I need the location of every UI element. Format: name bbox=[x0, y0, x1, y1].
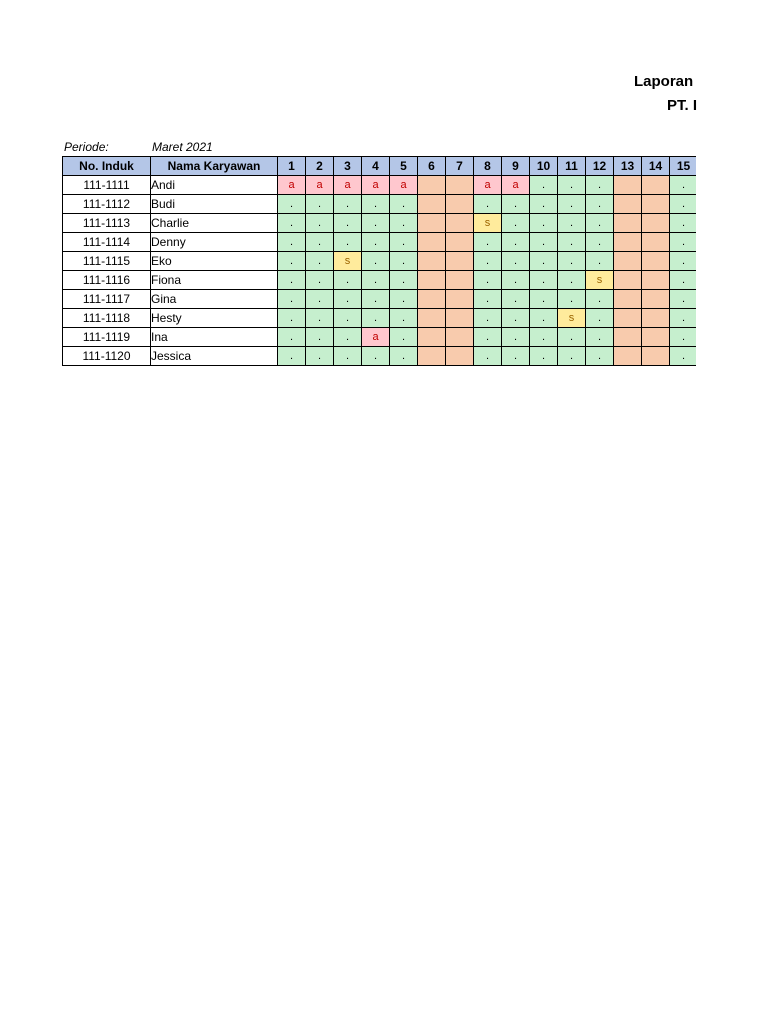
employee-name-cell[interactable]: Hesty bbox=[151, 309, 278, 328]
attendance-cell-day-7[interactable] bbox=[446, 195, 474, 214]
col-header-day[interactable]: 6 bbox=[418, 157, 446, 176]
employee-id-cell[interactable]: 111-1114 bbox=[63, 233, 151, 252]
attendance-cell-day-1[interactable]: . bbox=[278, 233, 306, 252]
table-row bbox=[63, 195, 697, 214]
company-name: PT. I bbox=[667, 97, 698, 114]
col-header-day[interactable]: 12 bbox=[586, 157, 614, 176]
attendance-cell-day-1[interactable]: . bbox=[278, 309, 306, 328]
col-header-day[interactable]: 14 bbox=[642, 157, 670, 176]
attendance-cell-day-11[interactable]: . bbox=[558, 252, 586, 271]
employee-id-cell[interactable]: 111-1115 bbox=[63, 252, 151, 271]
attendance-cell-day-13[interactable] bbox=[614, 252, 642, 271]
attendance-cell-day-12[interactable]: . bbox=[586, 347, 614, 366]
employee-id-cell[interactable]: 111-1113 bbox=[63, 214, 151, 233]
col-header-day[interactable]: 10 bbox=[530, 157, 558, 176]
header-row bbox=[63, 157, 697, 176]
attendance-cell-day-2[interactable]: . bbox=[306, 309, 334, 328]
employee-id-cell[interactable]: 111-1111 bbox=[63, 176, 151, 195]
attendance-cell-day-6[interactable] bbox=[418, 290, 446, 309]
attendance-cell-day-12[interactable]: . bbox=[586, 195, 614, 214]
table-row bbox=[63, 176, 697, 195]
attendance-cell-day-7[interactable] bbox=[446, 233, 474, 252]
attendance-cell-day-6[interactable] bbox=[418, 271, 446, 290]
attendance-cell-day-10[interactable]: . bbox=[530, 176, 558, 195]
attendance-cell-day-9[interactable]: . bbox=[502, 271, 530, 290]
attendance-cell-day-3[interactable]: a bbox=[334, 176, 362, 195]
attendance-cell-day-1[interactable]: . bbox=[278, 347, 306, 366]
attendance-cell-day-3[interactable]: . bbox=[334, 328, 362, 347]
col-header[interactable]: No. Induk bbox=[63, 157, 151, 176]
report-title: Laporan bbox=[634, 73, 694, 90]
attendance-cell-day-9[interactable]: . bbox=[502, 233, 530, 252]
attendance-cell-day-12[interactable]: . bbox=[586, 233, 614, 252]
attendance-cell-day-11[interactable]: s bbox=[558, 309, 586, 328]
attendance-cell-day-3[interactable]: . bbox=[334, 214, 362, 233]
attendance-cell-day-13[interactable] bbox=[614, 214, 642, 233]
employee-id-cell[interactable]: 111-1119 bbox=[63, 328, 151, 347]
attendance-cell-day-9[interactable]: . bbox=[502, 290, 530, 309]
attendance-cell-day-5[interactable]: . bbox=[390, 252, 418, 271]
attendance-cell-day-10[interactable]: . bbox=[530, 195, 558, 214]
attendance-cell-day-12[interactable]: . bbox=[586, 214, 614, 233]
attendance-cell-day-10[interactable]: . bbox=[530, 214, 558, 233]
attendance-cell-day-4[interactable]: . bbox=[362, 271, 390, 290]
attendance-cell-day-7[interactable] bbox=[446, 214, 474, 233]
attendance-cell-day-8[interactable]: . bbox=[474, 233, 502, 252]
attendance-cell-day-4[interactable]: . bbox=[362, 195, 390, 214]
attendance-cell-day-3[interactable]: . bbox=[334, 271, 362, 290]
attendance-cell-day-15[interactable]: . bbox=[670, 347, 697, 366]
attendance-cell-day-15[interactable]: . bbox=[670, 195, 697, 214]
attendance-cell-day-4[interactable]: . bbox=[362, 290, 390, 309]
attendance-cell-day-5[interactable]: . bbox=[390, 309, 418, 328]
attendance-table-area bbox=[62, 156, 696, 372]
attendance-cell-day-10[interactable]: . bbox=[530, 252, 558, 271]
attendance-cell-day-15[interactable]: . bbox=[670, 233, 697, 252]
attendance-cell-day-4[interactable]: a bbox=[362, 328, 390, 347]
attendance-cell-day-6[interactable] bbox=[418, 233, 446, 252]
attendance-cell-day-6[interactable] bbox=[418, 309, 446, 328]
attendance-cell-day-12[interactable]: . bbox=[586, 290, 614, 309]
attendance-table bbox=[62, 156, 696, 366]
attendance-cell-day-14[interactable] bbox=[642, 195, 670, 214]
attendance-cell-day-1[interactable]: . bbox=[278, 252, 306, 271]
attendance-cell-day-11[interactable]: . bbox=[558, 214, 586, 233]
attendance-cell-day-11[interactable]: . bbox=[558, 271, 586, 290]
attendance-cell-day-5[interactable]: . bbox=[390, 233, 418, 252]
attendance-cell-day-2[interactable]: a bbox=[306, 176, 334, 195]
attendance-cell-day-2[interactable]: . bbox=[306, 290, 334, 309]
attendance-cell-day-2[interactable]: . bbox=[306, 233, 334, 252]
attendance-cell-day-11[interactable]: . bbox=[558, 290, 586, 309]
employee-name-cell[interactable]: Jessica bbox=[151, 347, 278, 366]
employee-name-cell[interactable]: Budi bbox=[151, 195, 278, 214]
attendance-cell-day-15[interactable]: . bbox=[670, 252, 697, 271]
attendance-cell-day-1[interactable]: a bbox=[278, 176, 306, 195]
attendance-cell-day-15[interactable]: . bbox=[670, 271, 697, 290]
attendance-cell-day-8[interactable]: . bbox=[474, 347, 502, 366]
attendance-cell-day-6[interactable] bbox=[418, 195, 446, 214]
attendance-cell-day-8[interactable]: . bbox=[474, 328, 502, 347]
employee-name-cell[interactable]: Andi bbox=[151, 176, 278, 195]
attendance-cell-day-15[interactable]: . bbox=[670, 290, 697, 309]
attendance-cell-day-9[interactable]: . bbox=[502, 347, 530, 366]
attendance-cell-day-13[interactable] bbox=[614, 233, 642, 252]
employee-name-cell[interactable]: Fiona bbox=[151, 271, 278, 290]
attendance-cell-day-7[interactable] bbox=[446, 309, 474, 328]
attendance-cell-day-7[interactable] bbox=[446, 271, 474, 290]
table-row bbox=[63, 252, 697, 271]
attendance-cell-day-13[interactable] bbox=[614, 176, 642, 195]
attendance-cell-day-14[interactable] bbox=[642, 309, 670, 328]
attendance-cell-day-5[interactable]: . bbox=[390, 328, 418, 347]
col-header-day[interactable]: 7 bbox=[446, 157, 474, 176]
attendance-cell-day-12[interactable]: . bbox=[586, 309, 614, 328]
attendance-cell-day-10[interactable]: . bbox=[530, 328, 558, 347]
col-header[interactable]: Nama Karyawan bbox=[151, 157, 278, 176]
table-row bbox=[63, 214, 697, 233]
col-header-day[interactable]: 9 bbox=[502, 157, 530, 176]
employee-name-cell[interactable]: Denny bbox=[151, 233, 278, 252]
col-header-day[interactable]: 2 bbox=[306, 157, 334, 176]
attendance-cell-day-13[interactable] bbox=[614, 328, 642, 347]
attendance-cell-day-7[interactable] bbox=[446, 347, 474, 366]
table-row bbox=[63, 347, 697, 366]
attendance-cell-day-14[interactable] bbox=[642, 271, 670, 290]
attendance-cell-day-7[interactable] bbox=[446, 176, 474, 195]
employee-name-cell[interactable]: Gina bbox=[151, 290, 278, 309]
attendance-cell-day-11[interactable]: . bbox=[558, 233, 586, 252]
attendance-cell-day-9[interactable]: . bbox=[502, 309, 530, 328]
attendance-cell-day-7[interactable] bbox=[446, 290, 474, 309]
attendance-cell-day-5[interactable]: . bbox=[390, 214, 418, 233]
attendance-cell-day-5[interactable]: . bbox=[390, 347, 418, 366]
table-row bbox=[63, 309, 697, 328]
attendance-cell-day-1[interactable]: . bbox=[278, 214, 306, 233]
attendance-cell-day-14[interactable] bbox=[642, 214, 670, 233]
attendance-cell-day-15[interactable]: . bbox=[670, 328, 697, 347]
attendance-cell-day-9[interactable]: . bbox=[502, 214, 530, 233]
attendance-cell-day-13[interactable] bbox=[614, 309, 642, 328]
attendance-cell-day-13[interactable] bbox=[614, 271, 642, 290]
employee-id-cell[interactable]: 111-1112 bbox=[63, 195, 151, 214]
period-value: Maret 2021 bbox=[152, 140, 213, 154]
attendance-cell-day-15[interactable]: . bbox=[670, 214, 697, 233]
attendance-cell-day-12[interactable]: . bbox=[586, 176, 614, 195]
attendance-cell-day-13[interactable] bbox=[614, 290, 642, 309]
attendance-cell-day-6[interactable] bbox=[418, 214, 446, 233]
attendance-cell-day-8[interactable]: . bbox=[474, 290, 502, 309]
attendance-cell-day-3[interactable]: . bbox=[334, 195, 362, 214]
col-header-day[interactable]: 3 bbox=[334, 157, 362, 176]
attendance-cell-day-2[interactable]: . bbox=[306, 195, 334, 214]
col-header-day[interactable]: 1 bbox=[278, 157, 306, 176]
attendance-cell-day-11[interactable]: . bbox=[558, 328, 586, 347]
period-label: Periode: bbox=[64, 140, 109, 154]
attendance-cell-day-4[interactable]: . bbox=[362, 252, 390, 271]
attendance-cell-day-4[interactable]: . bbox=[362, 347, 390, 366]
attendance-cell-day-6[interactable] bbox=[418, 328, 446, 347]
attendance-cell-day-8[interactable]: s bbox=[474, 214, 502, 233]
attendance-cell-day-1[interactable]: . bbox=[278, 328, 306, 347]
attendance-cell-day-8[interactable]: . bbox=[474, 309, 502, 328]
col-header-day[interactable]: 13 bbox=[614, 157, 642, 176]
attendance-cell-day-15[interactable]: . bbox=[670, 309, 697, 328]
col-header-day[interactable]: 11 bbox=[558, 157, 586, 176]
employee-name-cell[interactable]: Charlie bbox=[151, 214, 278, 233]
attendance-cell-day-2[interactable]: . bbox=[306, 271, 334, 290]
attendance-cell-day-4[interactable]: a bbox=[362, 176, 390, 195]
attendance-cell-day-7[interactable] bbox=[446, 328, 474, 347]
attendance-cell-day-13[interactable] bbox=[614, 195, 642, 214]
col-header-day[interactable]: 4 bbox=[362, 157, 390, 176]
attendance-cell-day-2[interactable]: . bbox=[306, 328, 334, 347]
attendance-cell-day-12[interactable]: . bbox=[586, 252, 614, 271]
attendance-cell-day-15[interactable]: . bbox=[670, 176, 697, 195]
attendance-cell-day-1[interactable]: . bbox=[278, 195, 306, 214]
attendance-cell-day-10[interactable]: . bbox=[530, 271, 558, 290]
attendance-cell-day-14[interactable] bbox=[642, 252, 670, 271]
attendance-cell-day-3[interactable]: . bbox=[334, 233, 362, 252]
attendance-cell-day-8[interactable]: a bbox=[474, 176, 502, 195]
attendance-cell-day-4[interactable]: . bbox=[362, 309, 390, 328]
attendance-cell-day-7[interactable] bbox=[446, 252, 474, 271]
attendance-cell-day-5[interactable]: . bbox=[390, 271, 418, 290]
attendance-cell-day-9[interactable]: . bbox=[502, 328, 530, 347]
attendance-cell-day-5[interactable]: . bbox=[390, 195, 418, 214]
attendance-cell-day-14[interactable] bbox=[642, 176, 670, 195]
attendance-cell-day-8[interactable]: . bbox=[474, 252, 502, 271]
attendance-cell-day-14[interactable] bbox=[642, 290, 670, 309]
attendance-cell-day-10[interactable]: . bbox=[530, 233, 558, 252]
attendance-cell-day-2[interactable]: . bbox=[306, 347, 334, 366]
attendance-cell-day-11[interactable]: . bbox=[558, 195, 586, 214]
attendance-cell-day-14[interactable] bbox=[642, 328, 670, 347]
attendance-cell-day-10[interactable]: . bbox=[530, 347, 558, 366]
attendance-cell-day-14[interactable] bbox=[642, 233, 670, 252]
table-row bbox=[63, 271, 697, 290]
employee-id-cell[interactable]: 111-1117 bbox=[63, 290, 151, 309]
table-row bbox=[63, 290, 697, 309]
col-header-day[interactable]: 5 bbox=[390, 157, 418, 176]
attendance-cell-day-2[interactable]: . bbox=[306, 214, 334, 233]
attendance-cell-day-2[interactable]: . bbox=[306, 252, 334, 271]
attendance-cell-day-12[interactable]: . bbox=[586, 328, 614, 347]
employee-id-cell[interactable]: 111-1118 bbox=[63, 309, 151, 328]
attendance-cell-day-3[interactable]: . bbox=[334, 309, 362, 328]
attendance-cell-day-9[interactable]: . bbox=[502, 252, 530, 271]
employee-id-cell[interactable]: 111-1120 bbox=[63, 347, 151, 366]
attendance-cell-day-4[interactable]: . bbox=[362, 233, 390, 252]
attendance-cell-day-3[interactable]: s bbox=[334, 252, 362, 271]
attendance-cell-day-10[interactable]: . bbox=[530, 290, 558, 309]
attendance-cell-day-5[interactable]: a bbox=[390, 176, 418, 195]
attendance-cell-day-6[interactable] bbox=[418, 176, 446, 195]
attendance-cell-day-6[interactable] bbox=[418, 252, 446, 271]
employee-name-cell[interactable]: Ina bbox=[151, 328, 278, 347]
attendance-cell-day-8[interactable]: . bbox=[474, 195, 502, 214]
attendance-cell-day-13[interactable] bbox=[614, 347, 642, 366]
table-row bbox=[63, 233, 697, 252]
attendance-cell-day-3[interactable]: . bbox=[334, 347, 362, 366]
attendance-cell-day-10[interactable]: . bbox=[530, 309, 558, 328]
attendance-cell-day-5[interactable]: . bbox=[390, 290, 418, 309]
attendance-cell-day-9[interactable]: . bbox=[502, 195, 530, 214]
attendance-cell-day-8[interactable]: . bbox=[474, 271, 502, 290]
attendance-cell-day-3[interactable]: . bbox=[334, 290, 362, 309]
table-row bbox=[63, 328, 697, 347]
attendance-cell-day-12[interactable]: s bbox=[586, 271, 614, 290]
col-header-day[interactable]: 8 bbox=[474, 157, 502, 176]
col-header-day[interactable]: 15 bbox=[670, 157, 697, 176]
attendance-cell-day-1[interactable]: . bbox=[278, 290, 306, 309]
attendance-cell-day-9[interactable]: a bbox=[502, 176, 530, 195]
attendance-cell-day-4[interactable]: . bbox=[362, 214, 390, 233]
employee-name-cell[interactable]: Eko bbox=[151, 252, 278, 271]
attendance-cell-day-11[interactable]: . bbox=[558, 176, 586, 195]
attendance-cell-day-11[interactable]: . bbox=[558, 347, 586, 366]
employee-id-cell[interactable]: 111-1116 bbox=[63, 271, 151, 290]
attendance-cell-day-1[interactable]: . bbox=[278, 271, 306, 290]
attendance-cell-day-6[interactable] bbox=[418, 347, 446, 366]
attendance-cell-day-14[interactable] bbox=[642, 347, 670, 366]
